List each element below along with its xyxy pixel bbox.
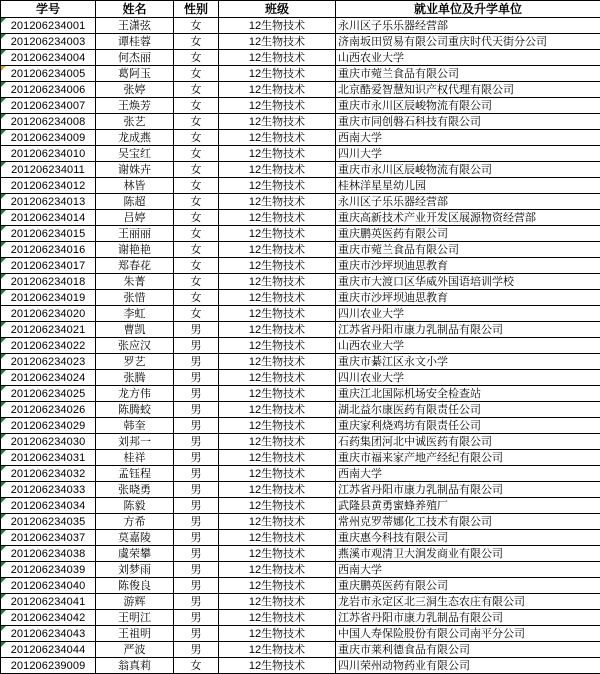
cell-name[interactable]: 郑春花	[96, 258, 174, 274]
cell-comment-marker-icon	[1, 482, 6, 487]
column-header-name: 姓名	[96, 1, 174, 18]
cell-employer[interactable]: 重庆市福来家产地产经纪有限公司	[336, 450, 600, 466]
cell-gender[interactable]: 男	[174, 482, 219, 498]
table-row[interactable]	[1, 626, 600, 642]
cell-comment-marker-icon	[1, 450, 6, 455]
table-row[interactable]	[1, 594, 600, 610]
cell-gender[interactable]: 男	[174, 418, 219, 434]
cell-student-id[interactable]: 201206234026	[1, 402, 96, 418]
cell-student-id[interactable]: 201206234043	[1, 626, 96, 642]
cell-comment-marker-icon	[1, 242, 6, 247]
cell-gender[interactable]: 男	[174, 594, 219, 610]
cell-employer[interactable]: 中国人寿保险股份有限公司南平分公司	[336, 626, 600, 642]
table-row[interactable]	[1, 642, 600, 658]
cell-comment-marker-icon	[1, 434, 6, 439]
cell-employer[interactable]: 常州克罗蒂娜化工技术有限公司	[336, 514, 600, 530]
cell-comment-marker-icon	[1, 578, 6, 583]
cell-name[interactable]: 陈腾蛟	[96, 402, 174, 418]
cell-name[interactable]: 葛阿玉	[96, 66, 174, 82]
cell-comment-marker-icon	[1, 418, 6, 423]
cell-student-id[interactable]: 201206234034	[1, 498, 96, 514]
cell-student-id[interactable]: 201206234019	[1, 290, 96, 306]
cell-name[interactable]: 李虹	[96, 306, 174, 322]
cell-comment-marker-icon	[1, 114, 6, 119]
cell-class[interactable]: 12生物技术	[219, 194, 336, 210]
cell-student-id[interactable]: 201206234008	[1, 114, 96, 130]
table-row[interactable]	[1, 482, 600, 498]
cell-employer[interactable]: 重庆市永川区辰峻物流有限公司	[336, 98, 600, 114]
cell-student-id[interactable]: 201206234040	[1, 578, 96, 594]
column-header-employer: 就业单位及升学单位	[336, 1, 600, 18]
cell-comment-marker-icon	[1, 226, 6, 231]
table-row[interactable]	[1, 98, 600, 114]
cell-class[interactable]: 12生物技术	[219, 434, 336, 450]
cell-employer[interactable]: 石药集团河北中诚医药有限公司	[336, 434, 600, 450]
cell-class[interactable]: 12生物技术	[219, 450, 336, 466]
cell-name[interactable]: 吕婷	[96, 210, 174, 226]
cell-gender[interactable]: 女	[174, 258, 219, 274]
cell-comment-marker-icon	[1, 210, 6, 215]
cell-gender[interactable]: 女	[174, 82, 219, 98]
table-row[interactable]	[1, 162, 600, 178]
cell-class[interactable]: 12生物技术	[219, 50, 336, 66]
table-row[interactable]	[1, 530, 600, 546]
cell-name[interactable]: 罗艺	[96, 354, 174, 370]
cell-student-id[interactable]: 201206234033	[1, 482, 96, 498]
cell-employer[interactable]: 重庆鹏英医药有限公司	[336, 578, 600, 594]
cell-student-id[interactable]: 201206234029	[1, 418, 96, 434]
cell-gender[interactable]: 女	[174, 18, 219, 34]
table-row[interactable]	[1, 402, 600, 418]
cell-student-id[interactable]: 201206234013	[1, 194, 96, 210]
cell-gender[interactable]: 女	[174, 146, 219, 162]
cell-student-id[interactable]: 201206234030	[1, 434, 96, 450]
cell-class[interactable]: 12生物技术	[219, 338, 336, 354]
cell-employer[interactable]: 重庆市永川区辰峻物流有限公司	[336, 162, 600, 178]
cell-gender[interactable]: 男	[174, 402, 219, 418]
cell-employer[interactable]: 重庆市綦江区永文小学	[336, 354, 600, 370]
cell-employer[interactable]: 济南坂田贸易有限公司重庆时代天街分公司	[336, 34, 600, 50]
cell-class[interactable]: 12生物技术	[219, 306, 336, 322]
cell-class[interactable]: 12生物技术	[219, 162, 336, 178]
cell-gender[interactable]: 男	[174, 466, 219, 482]
table-header	[1, 1, 600, 18]
cell-student-id[interactable]: 201206234009	[1, 130, 96, 146]
cell-student-id[interactable]: 201206234035	[1, 514, 96, 530]
table-row[interactable]	[1, 466, 600, 482]
cell-gender[interactable]: 女	[174, 178, 219, 194]
cell-student-id[interactable]: 201206234018	[1, 274, 96, 290]
cell-employer[interactable]: 西南大学	[336, 466, 600, 482]
cell-name[interactable]: 王焕芳	[96, 98, 174, 114]
cell-gender[interactable]: 男	[174, 450, 219, 466]
table-row[interactable]	[1, 178, 600, 194]
cell-name[interactable]: 张艺	[96, 114, 174, 130]
cell-class[interactable]: 12生物技术	[219, 594, 336, 610]
cell-gender[interactable]: 女	[174, 226, 219, 242]
cell-gender[interactable]: 男	[174, 530, 219, 546]
cell-gender[interactable]: 女	[174, 66, 219, 82]
table-row[interactable]	[1, 242, 600, 258]
cell-student-id[interactable]: 201206234039	[1, 562, 96, 578]
cell-gender[interactable]: 女	[174, 274, 219, 290]
table-row[interactable]	[1, 498, 600, 514]
cell-gender[interactable]: 男	[174, 434, 219, 450]
cell-employer[interactable]: 湖北益尔康医药有限责任公司	[336, 402, 600, 418]
cell-name[interactable]: 张应汉	[96, 338, 174, 354]
cell-student-id[interactable]: 201206234005	[1, 66, 96, 82]
cell-comment-marker-icon	[1, 530, 6, 535]
cell-employer[interactable]: 重庆市同创磐石科技有限公司	[336, 114, 600, 130]
cell-name[interactable]: 莫嘉陵	[96, 530, 174, 546]
cell-comment-marker-icon	[1, 466, 6, 471]
cell-class[interactable]: 12生物技术	[219, 354, 336, 370]
cell-employer[interactable]: 永川区子乐乐器经营部	[336, 194, 600, 210]
cell-name[interactable]: 张晓勇	[96, 482, 174, 498]
cell-employer[interactable]: 四川荣州动物药业有限公司	[336, 658, 600, 674]
cell-class[interactable]: 12生物技术	[219, 626, 336, 642]
cell-gender[interactable]: 女	[174, 114, 219, 130]
cell-student-id[interactable]: 201206234011	[1, 162, 96, 178]
table-row[interactable]	[1, 50, 600, 66]
cell-name[interactable]: 韩奎	[96, 418, 174, 434]
cell-name[interactable]: 刘梦雨	[96, 562, 174, 578]
cell-gender[interactable]: 男	[174, 642, 219, 658]
table-row[interactable]	[1, 18, 600, 34]
cell-comment-marker-icon	[1, 386, 6, 391]
cell-class[interactable]: 12生物技术	[219, 290, 336, 306]
cell-name[interactable]: 翁真莉	[96, 658, 174, 674]
cell-name[interactable]: 王丽丽	[96, 226, 174, 242]
cell-class[interactable]: 12生物技术	[219, 210, 336, 226]
table-row[interactable]	[1, 578, 600, 594]
cell-student-id[interactable]: 201206234004	[1, 50, 96, 66]
table-row[interactable]	[1, 386, 600, 402]
table-body	[1, 18, 600, 674]
cell-student-id[interactable]: 201206234017	[1, 258, 96, 274]
cell-employer[interactable]: 重庆高新技术产业开发区展源物资经营部	[336, 210, 600, 226]
cell-name[interactable]: 桂祥	[96, 450, 174, 466]
cell-student-id[interactable]: 201206234010	[1, 146, 96, 162]
table-row[interactable]	[1, 562, 600, 578]
cell-class[interactable]: 12生物技术	[219, 18, 336, 34]
cell-class[interactable]: 12生物技术	[219, 530, 336, 546]
cell-name[interactable]: 孟钰程	[96, 466, 174, 482]
cell-student-id[interactable]: 201206234032	[1, 466, 96, 482]
cell-name[interactable]: 张惜	[96, 290, 174, 306]
cell-student-id[interactable]: 201206234031	[1, 450, 96, 466]
table-row[interactable]	[1, 370, 600, 386]
cell-student-id[interactable]: 201206234014	[1, 210, 96, 226]
cell-class[interactable]: 12生物技术	[219, 578, 336, 594]
cell-employer[interactable]: 西南大学	[336, 562, 600, 578]
cell-gender[interactable]: 男	[174, 338, 219, 354]
cell-gender[interactable]: 男	[174, 322, 219, 338]
cell-employer[interactable]: 江苏省丹阳市康力乳制品有限公司	[336, 482, 600, 498]
cell-student-id[interactable]: 201206234025	[1, 386, 96, 402]
cell-employer[interactable]: 重庆鹏英医药有限公司	[336, 226, 600, 242]
cell-employer[interactable]: 重庆市菀兰食品有限公司	[336, 66, 600, 82]
cell-gender[interactable]: 女	[174, 306, 219, 322]
cell-name[interactable]: 曹凯	[96, 322, 174, 338]
cell-comment-marker-icon	[1, 594, 6, 599]
cell-employer[interactable]: 四川农业大学	[336, 370, 600, 386]
cell-gender[interactable]: 女	[174, 34, 219, 50]
cell-student-id[interactable]: 201206234042	[1, 610, 96, 626]
cell-name[interactable]: 张婷	[96, 82, 174, 98]
cell-employer[interactable]: 四川农业大学	[336, 306, 600, 322]
table-row[interactable]	[1, 306, 600, 322]
cell-class[interactable]: 12生物技术	[219, 66, 336, 82]
cell-student-id[interactable]: 201206234012	[1, 178, 96, 194]
cell-name[interactable]: 方希	[96, 514, 174, 530]
cell-name[interactable]: 王明江	[96, 610, 174, 626]
cell-comment-marker-icon	[1, 66, 6, 71]
table-row[interactable]	[1, 290, 600, 306]
cell-comment-marker-icon	[1, 82, 6, 87]
table-header-row	[1, 1, 600, 18]
cell-name[interactable]: 谢姝卉	[96, 162, 174, 178]
cell-student-id[interactable]: 201206234023	[1, 354, 96, 370]
cell-class[interactable]: 12生物技术	[219, 466, 336, 482]
cell-employer[interactable]: 武隆县黄勇蜜蜂养殖厂	[336, 498, 600, 514]
table-row[interactable]	[1, 338, 600, 354]
cell-name[interactable]: 朱菁	[96, 274, 174, 290]
cell-class[interactable]: 12生物技术	[219, 322, 336, 338]
cell-comment-marker-icon	[1, 642, 6, 647]
cell-student-id[interactable]: 201206234024	[1, 370, 96, 386]
cell-name[interactable]: 何杰丽	[96, 50, 174, 66]
table-row[interactable]	[1, 114, 600, 130]
cell-class[interactable]: 12生物技术	[219, 146, 336, 162]
cell-class[interactable]: 12生物技术	[219, 242, 336, 258]
cell-comment-marker-icon	[1, 18, 6, 23]
cell-class[interactable]: 12生物技术	[219, 562, 336, 578]
cell-student-id[interactable]: 201206234041	[1, 594, 96, 610]
table-row[interactable]	[1, 226, 600, 242]
cell-class[interactable]: 12生物技术	[219, 642, 336, 658]
table-row[interactable]	[1, 34, 600, 50]
cell-student-id[interactable]: 201206234001	[1, 18, 96, 34]
table-row[interactable]	[1, 418, 600, 434]
cell-student-id[interactable]: 201206234016	[1, 242, 96, 258]
cell-employer[interactable]: 重庆市菀兰食品有限公司	[336, 242, 600, 258]
cell-employer[interactable]: 重庆家利烧鸡坊有限责任公司	[336, 418, 600, 434]
cell-student-id[interactable]: 201206234044	[1, 642, 96, 658]
cell-employer[interactable]: 北京酷爱智慧知识产权代理有限公司	[336, 82, 600, 98]
cell-comment-marker-icon	[1, 514, 6, 519]
table-row[interactable]	[1, 322, 600, 338]
cell-comment-marker-icon	[1, 290, 6, 295]
cell-employer[interactable]: 桂林洋星星幼儿园	[336, 178, 600, 194]
cell-gender[interactable]: 男	[174, 626, 219, 642]
cell-gender[interactable]: 女	[174, 242, 219, 258]
table-row[interactable]	[1, 130, 600, 146]
cell-name[interactable]: 严波	[96, 642, 174, 658]
cell-class[interactable]: 12生物技术	[219, 498, 336, 514]
cell-gender[interactable]: 男	[174, 546, 219, 562]
cell-student-id[interactable]: 201206234037	[1, 530, 96, 546]
cell-employer[interactable]: 龙岩市永定区北三洞生态农庄有限公司	[336, 594, 600, 610]
table-row[interactable]	[1, 66, 600, 82]
cell-name[interactable]: 吴宝红	[96, 146, 174, 162]
cell-class[interactable]: 12生物技术	[219, 402, 336, 418]
cell-class[interactable]: 12生物技术	[219, 98, 336, 114]
cell-class[interactable]: 12生物技术	[219, 274, 336, 290]
cell-employer[interactable]: 江苏省丹阳市康力乳制品有限公司	[336, 610, 600, 626]
cell-comment-marker-icon	[1, 98, 6, 103]
cell-comment-marker-icon	[1, 546, 6, 551]
cell-gender[interactable]: 女	[174, 194, 219, 210]
cell-student-id[interactable]: 201206239009	[1, 658, 96, 674]
table-row[interactable]	[1, 514, 600, 530]
cell-class[interactable]: 12生物技术	[219, 514, 336, 530]
cell-comment-marker-icon	[1, 162, 6, 167]
cell-employer[interactable]: 山西农业大学	[336, 50, 600, 66]
cell-comment-marker-icon	[1, 130, 6, 135]
cell-gender[interactable]: 女	[174, 98, 219, 114]
cell-employer[interactable]: 永川区子乐乐器经营部	[336, 18, 600, 34]
cell-class[interactable]: 12生物技术	[219, 258, 336, 274]
cell-class[interactable]: 12生物技术	[219, 370, 336, 386]
column-header-gender: 性别	[174, 1, 219, 18]
cell-student-id[interactable]: 201206234003	[1, 34, 96, 50]
cell-class[interactable]: 12生物技术	[219, 130, 336, 146]
cell-student-id[interactable]: 201206234020	[1, 306, 96, 322]
cell-employer[interactable]: 重庆惠今科技有限公司	[336, 530, 600, 546]
cell-gender[interactable]: 女	[174, 162, 219, 178]
table-row[interactable]	[1, 546, 600, 562]
cell-class[interactable]: 12生物技术	[219, 226, 336, 242]
cell-gender[interactable]: 女	[174, 130, 219, 146]
cell-gender[interactable]: 男	[174, 578, 219, 594]
cell-gender[interactable]: 女	[174, 50, 219, 66]
cell-employer[interactable]: 重庆市莱利德食品有限公司	[336, 642, 600, 658]
cell-comment-marker-icon	[1, 610, 6, 615]
cell-student-id[interactable]: 201206234038	[1, 546, 96, 562]
cell-gender[interactable]: 男	[174, 498, 219, 514]
cell-employer[interactable]: 江苏省丹阳市康力乳制品有限公司	[336, 322, 600, 338]
table-row[interactable]	[1, 146, 600, 162]
cell-name[interactable]: 游辉	[96, 594, 174, 610]
table-row[interactable]	[1, 610, 600, 626]
table-row[interactable]	[1, 434, 600, 450]
column-header-class: 班级	[219, 1, 336, 18]
cell-class[interactable]: 12生物技术	[219, 386, 336, 402]
cell-name[interactable]: 刘邦一	[96, 434, 174, 450]
cell-comment-marker-icon	[1, 274, 6, 279]
table-row[interactable]	[1, 82, 600, 98]
cell-comment-marker-icon	[1, 258, 6, 263]
cell-comment-marker-icon	[1, 562, 6, 567]
cell-gender[interactable]: 男	[174, 370, 219, 386]
cell-name[interactable]: 王祖明	[96, 626, 174, 642]
cell-comment-marker-icon	[1, 354, 6, 359]
cell-employer[interactable]: 西南大学	[336, 130, 600, 146]
cell-class[interactable]: 12生物技术	[219, 418, 336, 434]
cell-class[interactable]: 12生物技术	[219, 610, 336, 626]
table-row[interactable]	[1, 258, 600, 274]
cell-student-id[interactable]: 201206234015	[1, 226, 96, 242]
cell-comment-marker-icon	[1, 402, 6, 407]
cell-student-id[interactable]: 201206234021	[1, 322, 96, 338]
table-row[interactable]	[1, 194, 600, 210]
cell-name[interactable]: 王潇弦	[96, 18, 174, 34]
cell-name[interactable]: 张腾	[96, 370, 174, 386]
cell-class[interactable]: 12生物技术	[219, 546, 336, 562]
cell-name[interactable]: 陈俊良	[96, 578, 174, 594]
cell-student-id[interactable]: 201206234006	[1, 82, 96, 98]
cell-student-id[interactable]: 201206234007	[1, 98, 96, 114]
cell-name[interactable]: 谢艳艳	[96, 242, 174, 258]
cell-employer[interactable]: 重庆江北国际机场安全检查站	[336, 386, 600, 402]
table-row[interactable]	[1, 658, 600, 674]
table-row[interactable]	[1, 274, 600, 290]
table-row[interactable]	[1, 450, 600, 466]
cell-comment-marker-icon	[1, 338, 6, 343]
cell-gender[interactable]: 男	[174, 514, 219, 530]
cell-class[interactable]: 12生物技术	[219, 482, 336, 498]
cell-gender[interactable]: 女	[174, 658, 219, 674]
cell-name[interactable]: 陈毅	[96, 498, 174, 514]
cell-employer[interactable]: 山西农业大学	[336, 338, 600, 354]
cell-gender[interactable]: 男	[174, 562, 219, 578]
cell-employer[interactable]: 燕溪市观清卫大涧发商业有限公司	[336, 546, 600, 562]
cell-class[interactable]: 12生物技术	[219, 178, 336, 194]
cell-class[interactable]: 12生物技术	[219, 114, 336, 130]
table-row[interactable]	[1, 210, 600, 226]
cell-employer[interactable]: 重庆市大渡口区华威外国语培训学校	[336, 274, 600, 290]
cell-name[interactable]: 虞荣攀	[96, 546, 174, 562]
cell-comment-marker-icon	[1, 626, 6, 631]
cell-class[interactable]: 12生物技术	[219, 34, 336, 50]
cell-student-id[interactable]: 201206234022	[1, 338, 96, 354]
cell-comment-marker-icon	[1, 322, 6, 327]
cell-gender[interactable]: 女	[174, 210, 219, 226]
cell-name[interactable]: 陈超	[96, 194, 174, 210]
cell-gender[interactable]: 男	[174, 386, 219, 402]
cell-comment-marker-icon	[1, 498, 6, 503]
cell-name[interactable]: 龙方伟	[96, 386, 174, 402]
cell-employer[interactable]: 四川大学	[336, 146, 600, 162]
cell-comment-marker-icon	[1, 34, 6, 39]
table-row[interactable]	[1, 354, 600, 370]
cell-gender[interactable]: 女	[174, 290, 219, 306]
cell-name[interactable]: 龙成燕	[96, 130, 174, 146]
cell-class[interactable]: 12生物技术	[219, 658, 336, 674]
cell-comment-marker-icon	[1, 194, 6, 199]
cell-gender[interactable]: 男	[174, 354, 219, 370]
cell-employer[interactable]: 重庆市沙坪坝迪思教育	[336, 258, 600, 274]
cell-comment-marker-icon	[1, 370, 6, 375]
cell-employer[interactable]: 重庆市沙坪坝迪思教育	[336, 290, 600, 306]
column-header-student-id: 学号	[1, 1, 96, 18]
cell-class[interactable]: 12生物技术	[219, 82, 336, 98]
cell-gender[interactable]: 男	[174, 610, 219, 626]
cell-comment-marker-icon	[1, 50, 6, 55]
cell-name[interactable]: 林皆	[96, 178, 174, 194]
cell-name[interactable]: 谭桂蓉	[96, 34, 174, 50]
